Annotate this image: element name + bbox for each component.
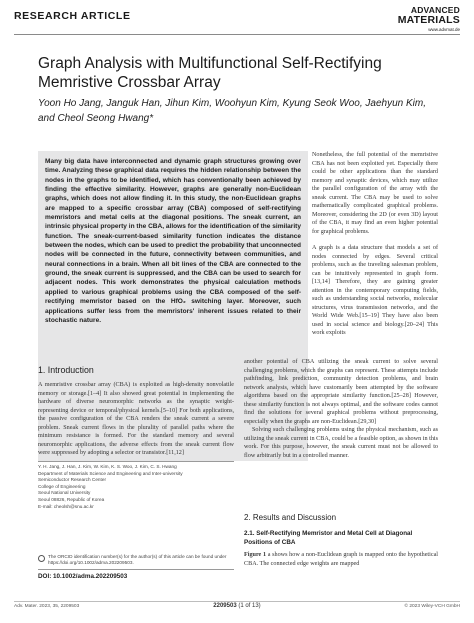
figure-paragraph-text: a shows how a non-Euclidean graph is mapped onto the hypothetical CBA. The connected edge weights are mapped [244, 552, 439, 567]
affiliation-line: Semiconductor Research Center [38, 477, 107, 483]
affiliation-block [38, 464, 234, 510]
footer-copyright: © 2023 Wiley-VCH GmbH [404, 604, 460, 609]
right-column-paragraph-1: Nonetheless, the full potential of the memristive CBA has not been exploited yet. Especially there could be other applications than the standard memory and synaptic devices, which may utilize the parallel configuration of the array with the sneak current. The CBA may be used to solve mathematically complicated graphical problems. Moreover, considering the 2D (or even 3D) layout of the CBA, it may find an even higher potential for graphical problems. [312, 152, 438, 235]
figure-paragraph [244, 551, 438, 568]
affiliation-email[interactable]: E-mail: cheolsh@snu.ac.kr [38, 503, 94, 509]
doi-divider [38, 569, 234, 570]
footer-citation: Adv. Mater. 2023, 35, 2209503 [14, 604, 80, 609]
journal-logo-line2: MATERIALS [397, 14, 460, 26]
affiliation-line: Y. H. Jang, J. Han, J. Kim, W. Kim, K. S. Woo, J. Kim, C. S. Hwang [38, 464, 177, 469]
wide-column-paragraph-1: another potential of CBA utilizing the sneak current to solve several challenging problems, which the graphs can represent. These attempts include pathfinding, link prediction, community detection problems, and brain network analysis, which have customarily been attempted by the software algorithms based on the appropriate similarity function.[25–28] However, these similarity function is not always optimal, and the software codes cannot find the solutions for several graphical problems without preprocessing, especially when the graphs are non-Euclidean.[29,30] [244, 359, 438, 425]
intro-heading: 1. Introduction [38, 365, 94, 375]
header-divider [14, 34, 460, 35]
affiliation-line: Seoul 08826, Republic of Korea [38, 496, 105, 502]
orcid-text[interactable]: The ORCID identification number(s) for the author(s) of this article can be found under https://doi.org/10.1002/adma.202209503. [48, 554, 227, 566]
doi-text[interactable]: DOI: 10.1002/adma.202209503 [38, 573, 128, 580]
affiliation-line: Seoul National University [38, 490, 91, 496]
right-column-paragraph-2: A graph is a data structure that models a set of nodes connected by edges. Several critical problems, such as the traveling salesman problem, can be intuitively represented in graph form.[13,14] Therefore, they are gaining greater attention in the contemporary computing fields, such as understanding social networks, molecular structures, virus transmission networks, and the World Wide Web.[15–19] They have also been used in social science and biology.[20–24] This work exploits [312, 245, 438, 337]
affiliation-line: Department of Materials Science and Engineering and Inter-university [38, 470, 183, 476]
abstract-box: Many big data have interconnected and dynamic graph structures growing over time. Analyzing these graphical data requires the hidden relationship between the nodes in the graphs to be identified, which has conventionally been achieved by finding the effective similarity. However, graphs are generally non-Euclidean graphs, which does not allow finding it. In this study, the non-Euclidean graphs are mapped to a specific crossbar array (CBA) composed of self-rectifying memristors and metal cells at the diagonal positions. The sneak current, an intrinsic physical property in the CBA, allows for the identification of the similarity function. The sneak-current-based similarity function indicates the distance between the nodes, which can be used to predict the probability that unconnected nodes will be connected in the future, connectivity between communities, and neural connections in a brain. When all bit lines of the CBA are connected to the ground, the sneak current is suppressed, and the CBA can be used to search for adjacent nodes. This work demonstrates the physical calculation methods applied to various graphical problems using the CBA composed of the self-rectifying memristor based on the HfO₂ switching layer. Moreover, such applications suffer less from the memristors' inherent issues related to their stochastic nature. [38, 151, 308, 461]
author-list: Yoon Ho Jang, Janguk Han, Jihun Kim, Woohyun Kim, Kyung Seok Woo, Jaehyun Kim, and Cheol Seong Hwang* [38, 98, 426, 124]
wide-column [244, 358, 438, 461]
affiliation-divider [38, 461, 234, 462]
journal-url: www.advmat.de [428, 27, 460, 32]
intro-paragraph: A memristive crossbar array (CBA) is exploited as high-density nonvolatile memory or storage.[1–4] It also showed great potential in implementing the hardware of diverse neuromorphic networks as the synaptic weight-representing device or temporal/physical kernels.[5–10] For both applications, the passive configuration of the CBA renders the sneak current a severe problem. Sneak current flows in the plurality of parallel paths where the minimum resistance is formed. For the standard memory and several neuromorphic applications, the adverse effects from the sneak current flow were suppressed by adopting a selector or transistor.[11,12] [38, 382, 234, 457]
wide-column-paragraph-2: Solving such challenging problems using the physical mechanism, such as utilizing the sneak current in CBA, could be a feasible option, as shown in this work. For this purpose, however, the sneak current must not be allowed to flow arbitrarily but in a controlled manner. [244, 427, 438, 460]
journal-logo [398, 6, 460, 33]
article-title: Graph Analysis with Multifunctional Self-Rectifying Memristive Crossbar Array [38, 55, 382, 91]
orcid-note [38, 554, 234, 566]
footer-page-number [0, 603, 474, 609]
subsection-heading: 2.1. Self-Rectifying Memristor and Metal Cell at Diagonal Positions of CBA [244, 530, 413, 546]
figure-ref[interactable]: Figure 1 [244, 552, 267, 558]
footer-divider [14, 601, 460, 602]
journal-logo-line1: ADVANCED [410, 5, 460, 15]
affiliation-line: College of Engineering [38, 483, 86, 489]
orcid-icon [38, 555, 45, 562]
section-label: RESEARCH ARTICLE [14, 10, 131, 22]
footer-article-id: 2209503 [213, 603, 237, 609]
footer-page-count: (1 of 13) [238, 603, 261, 609]
results-heading: 2. Results and Discussion [244, 513, 337, 522]
